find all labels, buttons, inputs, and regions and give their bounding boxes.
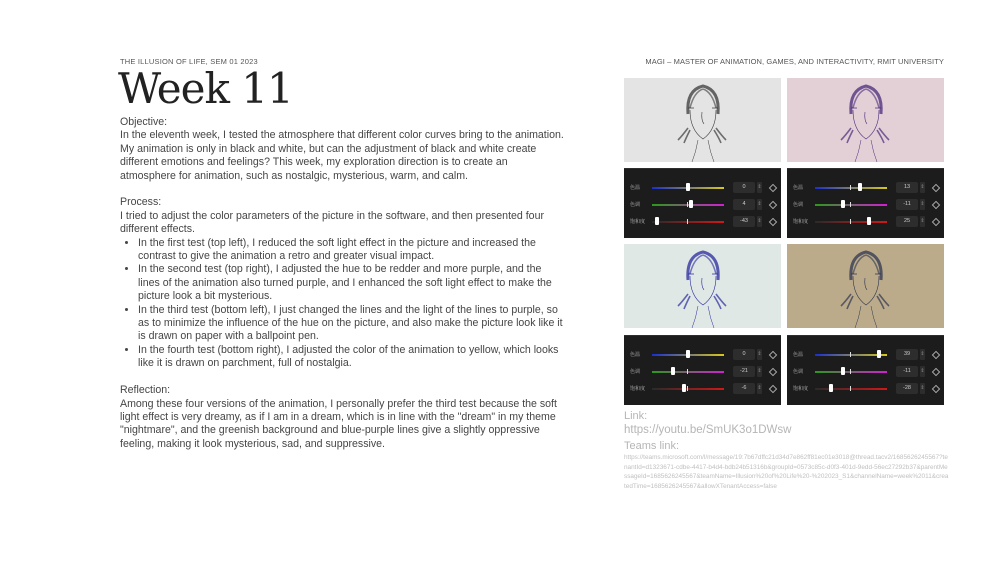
spinner-icon[interactable]: ⇕: [920, 182, 925, 193]
slider-center-tick: [850, 369, 851, 374]
slider-handle[interactable]: [867, 217, 871, 225]
slider-center-tick: [850, 202, 851, 207]
spinner-icon[interactable]: ⇕: [757, 216, 762, 227]
slider-value-input[interactable]: -11: [896, 366, 918, 377]
slider-row-tint: [624, 198, 781, 212]
slider-center-tick: [687, 369, 688, 374]
color-panel-bottom-left: [624, 335, 781, 405]
keyframe-diamond-icon[interactable]: [769, 184, 777, 192]
color-panel-bottom-right: [787, 335, 944, 405]
slider-label: 饱和度: [630, 219, 646, 225]
slider-label: 色调: [630, 369, 641, 375]
slider-value-input[interactable]: 0: [733, 182, 755, 193]
color-panel-top-left: [624, 168, 781, 238]
body-text: [120, 116, 565, 451]
slider-handle[interactable]: [829, 384, 833, 392]
slider-handle[interactable]: [877, 350, 881, 358]
program-label: MAGI – MASTER OF ANIMATION, GAMES, AND INTERACTIVITY, RMIT UNIVERSITY: [645, 57, 944, 66]
course-label: THE ILLUSION OF LIFE, SEM 01 2023: [120, 57, 258, 66]
slider-handle[interactable]: [841, 200, 845, 208]
slider-center-tick: [687, 219, 688, 224]
slider-center-tick: [687, 386, 688, 391]
slider-value-input[interactable]: 4: [733, 199, 755, 210]
animation-frame-bottom-left: [624, 244, 781, 328]
slider-row-saturation: [787, 382, 944, 396]
keyframe-diamond-icon[interactable]: [769, 201, 777, 209]
slider-value-input[interactable]: 39: [896, 349, 918, 360]
face-drawing: [787, 244, 944, 328]
youtube-link[interactable]: https://youtu.be/SmUK3o1DWsw: [624, 424, 792, 436]
spinner-icon[interactable]: ⇕: [757, 182, 762, 193]
spinner-icon[interactable]: ⇕: [757, 199, 762, 210]
slider-value-input[interactable]: 0: [733, 349, 755, 360]
slider-handle[interactable]: [858, 183, 862, 191]
slider-center-tick: [850, 386, 851, 391]
reflection-text: Among these four versions of the animation, I personally prefer the third test because the soft light effect is very dreamy, as if I am in a dream, which is in line with the "dream" in my theme "nightmare", and the greenish background and blue-purple lines give a slightly oppressive feeling, making it look mysterious, sad, and suppressive.: [120, 397, 557, 450]
slider-row-tint: [787, 198, 944, 212]
slider-label: 饱和度: [793, 386, 809, 392]
slider-handle[interactable]: [689, 200, 693, 208]
slider-label: 色温: [630, 185, 641, 191]
process-heading: Process:: [120, 196, 162, 209]
slider-row-temperature: [787, 348, 944, 362]
spinner-icon[interactable]: ⇕: [757, 366, 762, 377]
spinner-icon[interactable]: ⇕: [920, 366, 925, 377]
slider-row-tint: [624, 365, 781, 379]
animation-frame-bottom-right: [787, 244, 944, 328]
process-bullet: • In the fourth test (bottom right), I adjusted the color of the animation to yellow, which looks like it is drawn on parchment, full of nostalgia.: [138, 344, 565, 371]
slider-row-saturation: [787, 215, 944, 229]
slider-row-saturation: [624, 215, 781, 229]
links-section: [624, 410, 949, 491]
face-drawing: [787, 78, 944, 162]
keyframe-diamond-icon[interactable]: [769, 385, 777, 393]
process-bullet: • In the first test (top left), I reduced the soft light effect in the picture and increased the contrast to give the animation a retro and greater visual impact.: [138, 237, 565, 264]
slider-center-tick: [687, 202, 688, 207]
spinner-icon[interactable]: ⇕: [920, 383, 925, 394]
slider-row-saturation: [624, 382, 781, 396]
slider-label: 色温: [793, 185, 804, 191]
slider-track[interactable]: [652, 388, 724, 390]
slider-value-input[interactable]: 13: [896, 182, 918, 193]
spinner-icon[interactable]: ⇕: [920, 349, 925, 360]
process-intro: I tried to adjust the color parameters of the picture in the software, and then presented four different effects.: [120, 209, 544, 236]
keyframe-diamond-icon[interactable]: [769, 218, 777, 226]
slider-value-input[interactable]: -6: [733, 383, 755, 394]
slider-row-temperature: [787, 181, 944, 195]
slider-value-input[interactable]: -28: [896, 383, 918, 394]
spinner-icon[interactable]: ⇕: [757, 383, 762, 394]
slider-center-tick: [850, 185, 851, 190]
spinner-icon[interactable]: ⇕: [920, 199, 925, 210]
slider-track[interactable]: [815, 388, 887, 390]
page-title: Week 11: [118, 64, 293, 113]
slider-track[interactable]: [815, 221, 887, 223]
teams-link[interactable]: https://teams.microsoft.com/l/message/19:7b67dffc21d34d7e862ff81ec01e3018@thread.tacv2/1685626245567?tenantId=d1323671-cdbe-4417-b4d4-bdb24b51316b&groupId=0573c85c-d0f3-401d-9edd-56ec27292b37&parentMessageId=1685626245567&teamName=Illusion%20of%20Life%20-%202023_S1&channelName=week%2011&createdTime=1685626245567&allowXTenantAccess=false: [624, 454, 949, 490]
reflection-heading: Reflection:: [120, 384, 171, 397]
slider-label: 饱和度: [630, 386, 646, 392]
slider-center-tick: [850, 219, 851, 224]
animation-frame-top-left: [624, 78, 781, 162]
face-drawing: [624, 244, 781, 328]
slider-label: 色调: [630, 202, 641, 208]
slider-track[interactable]: [815, 187, 887, 189]
keyframe-diamond-icon[interactable]: [932, 201, 940, 209]
link-label: Link:: [624, 410, 648, 422]
slider-label: 色调: [793, 369, 804, 375]
slider-label: 色调: [793, 202, 804, 208]
animation-frame-top-right: [787, 78, 944, 162]
slider-row-temperature: [624, 348, 781, 362]
slider-track[interactable]: [815, 204, 887, 206]
color-panel-top-right: [787, 168, 944, 238]
slider-value-input[interactable]: -43: [733, 216, 755, 227]
slider-label: 色温: [793, 352, 804, 358]
slider-handle[interactable]: [686, 350, 690, 358]
slider-handle[interactable]: [682, 384, 686, 392]
spinner-icon[interactable]: ⇕: [920, 216, 925, 227]
keyframe-diamond-icon[interactable]: [932, 218, 940, 226]
slider-handle[interactable]: [841, 367, 845, 375]
process-bullet: • In the second test (top right), I adjusted the hue to be redder and more purple, and the lines of the animation also turned purple, and I enhanced the soft light effect to make the picture look a bit mysterious.: [138, 263, 565, 303]
keyframe-diamond-icon[interactable]: [769, 368, 777, 376]
slider-value-input[interactable]: -21: [733, 366, 755, 377]
keyframe-diamond-icon[interactable]: [932, 385, 940, 393]
process-bullet: • In the third test (bottom left), I just changed the lines and the light of the lines to purple, so as to minimize the influence of the hue on the picture, and also make the picture look like it is drawn on paper with a ballpoint pen.: [138, 304, 565, 344]
slider-center-tick: [850, 352, 851, 357]
objective-text: In the eleventh week, I tested the atmosphere that different color curves bring to the animation. My animation is only in black and white, but can the adjustment of black and white create different emotions and feelings? This week, my exploration direction is to create an atmosphere for animation, such as nostalgic, mysterious, warm, and calm.: [120, 129, 564, 182]
objective-heading: Objective:: [120, 116, 168, 128]
slider-handle[interactable]: [655, 217, 659, 225]
keyframe-diamond-icon[interactable]: [932, 184, 940, 192]
slider-row-temperature: [624, 181, 781, 195]
keyframe-diamond-icon[interactable]: [932, 368, 940, 376]
slider-handle[interactable]: [671, 367, 675, 375]
slider-value-input[interactable]: 25: [896, 216, 918, 227]
slider-label: 色温: [630, 352, 641, 358]
slider-track[interactable]: [652, 371, 724, 373]
slider-track[interactable]: [652, 221, 724, 223]
face-drawing: [624, 78, 781, 162]
slider-value-input[interactable]: -11: [896, 199, 918, 210]
keyframe-diamond-icon[interactable]: [769, 351, 777, 359]
slider-track[interactable]: [815, 371, 887, 373]
slider-row-tint: [787, 365, 944, 379]
slider-handle[interactable]: [686, 183, 690, 191]
spinner-icon[interactable]: ⇕: [757, 349, 762, 360]
keyframe-diamond-icon[interactable]: [932, 351, 940, 359]
slider-label: 饱和度: [793, 219, 809, 225]
process-list: [120, 237, 565, 371]
teams-link-label: Teams link:: [624, 440, 680, 452]
